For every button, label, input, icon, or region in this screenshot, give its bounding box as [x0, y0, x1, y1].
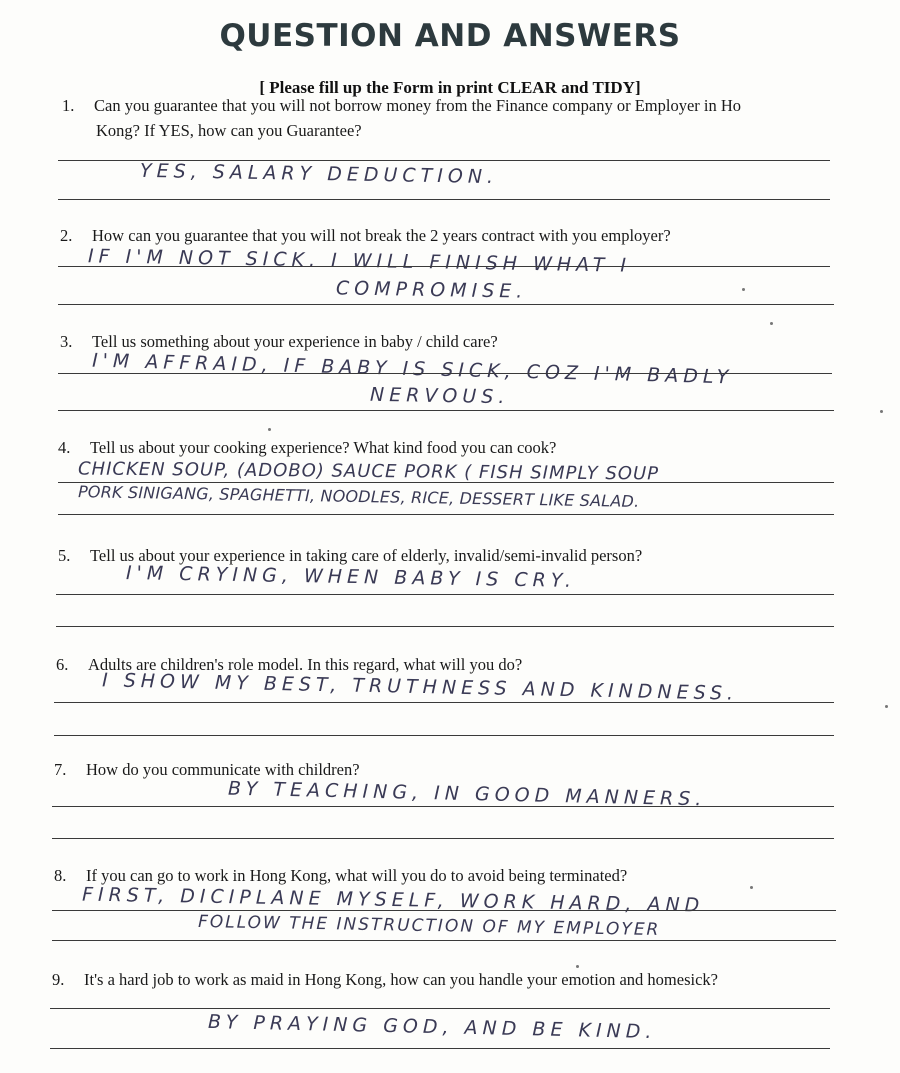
question-9-number: 9. [52, 970, 65, 989]
question-2-text: 2. How can you guarantee that you will not break the 2 years contract with you employer? [60, 226, 671, 245]
question-6-number: 6. [56, 655, 69, 674]
answer-4-line-2[interactable]: PORK SINIGANG, SPAGHETTI, NOODLES, RICE, DESSERT LIKE SALAD. [77, 482, 640, 511]
question-5-number: 5. [58, 546, 71, 565]
question-1-number: 1. [62, 96, 75, 115]
scan-speck [770, 322, 773, 325]
answer-1-line-1[interactable]: YES, SALARY DEDUCTION. [139, 159, 499, 189]
answer-6-rule-2 [54, 735, 834, 736]
question-1-text-line-2: Kong? If YES, how can you Guarantee? [96, 121, 362, 140]
answer-2-rule-2 [58, 304, 834, 305]
question-7-text: 7. How do you communicate with children? [54, 760, 360, 779]
scan-speck [742, 288, 745, 291]
question-5-text: 5. Tell us about your experience in taking care of elderly, invalid/semi-invalid person? [58, 546, 643, 565]
answer-1-rule-2 [58, 199, 830, 200]
question-2-number: 2. [60, 226, 73, 245]
answer-7-rule-2 [52, 838, 834, 839]
answer-4-line-1[interactable]: CHICKEN SOUP, (ADOBO) SAUCE PORK ( FISH SIMPLY SOUP [77, 458, 660, 485]
scan-speck [750, 886, 753, 889]
question-3-number: 3. [60, 332, 73, 351]
question-4-text: 4. Tell us about your cooking experience? What kind food you can cook? [58, 438, 557, 457]
question-8-number: 8. [54, 866, 67, 885]
question-6-text: 6. Adults are children's role model. In this regard, what will you do? [56, 655, 523, 674]
answer-8-rule-1 [52, 910, 836, 911]
answer-8-rule-2 [52, 940, 836, 941]
question-8-text: 8. If you can go to work in Hong Kong, what will you do to avoid being terminated? [54, 866, 628, 885]
answer-9-line-1[interactable]: BY PRAYING GOD, AND BE KIND. [207, 1010, 657, 1044]
scan-speck [885, 705, 888, 708]
question-4-number: 4. [58, 438, 71, 457]
answer-2-line-2[interactable]: COMPROMISE. [335, 277, 528, 303]
answer-7-line-1[interactable]: BY TEACHING, IN GOOD MANNERS. [227, 777, 707, 811]
answer-8-line-2[interactable]: FOLLOW THE INSTRUCTION OF MY EMPLOYER [197, 911, 661, 941]
answer-3-rule-2 [58, 410, 834, 411]
form-instruction: [ Please fill up the Form in print CLEAR and TIDY] [259, 78, 641, 97]
question-3-text: 3. Tell us something about your experience in baby / child care? [60, 332, 498, 351]
scan-speck [880, 410, 883, 413]
answer-4-rule-2 [58, 514, 834, 515]
answer-3-line-2[interactable]: NERVOUS. [369, 383, 510, 409]
answer-9-rule-2 [50, 1048, 830, 1049]
scan-speck [576, 965, 579, 968]
answer-2-line-1[interactable]: IF I'M NOT SICK. I WILL FINISH WHAT I [87, 245, 632, 277]
answer-5-rule-2 [56, 626, 834, 627]
answer-1-rule-1 [58, 160, 830, 161]
answer-4-rule-1 [58, 482, 834, 483]
answer-6-rule-1 [54, 702, 834, 703]
scan-speck [268, 428, 271, 431]
question-9-text: 9. It's a hard job to work as maid in Hong Kong, how can you handle your emotion and homesick? [52, 970, 718, 989]
answer-9-rule-1 [50, 1008, 830, 1009]
answer-7-rule-1 [52, 806, 834, 807]
answer-3-line-1[interactable]: I'M AFFRAID, IF BABY IS SICK, COZ I'M BADLY [91, 349, 734, 389]
page-title: QUESTION AND ANSWERS [219, 18, 681, 54]
question-7-number: 7. [54, 760, 67, 779]
answer-5-line-1[interactable]: I'M CRYING, WHEN BABY IS CRY. [125, 562, 577, 592]
answer-8-line-1[interactable]: FIRST, DICIPLANE MYSELF, WORK HARD, AND [81, 883, 705, 917]
answer-2-rule-1 [58, 266, 830, 267]
answer-6-line-1[interactable]: I SHOW MY BEST, TRUTHNESS AND KINDNESS. [101, 669, 739, 705]
question-1-text: 1. Can you guarantee that you will not borrow money from the Finance company or Employer in Ho [62, 96, 742, 115]
answer-3-rule-1 [58, 373, 832, 374]
answer-5-rule-1 [56, 594, 834, 595]
